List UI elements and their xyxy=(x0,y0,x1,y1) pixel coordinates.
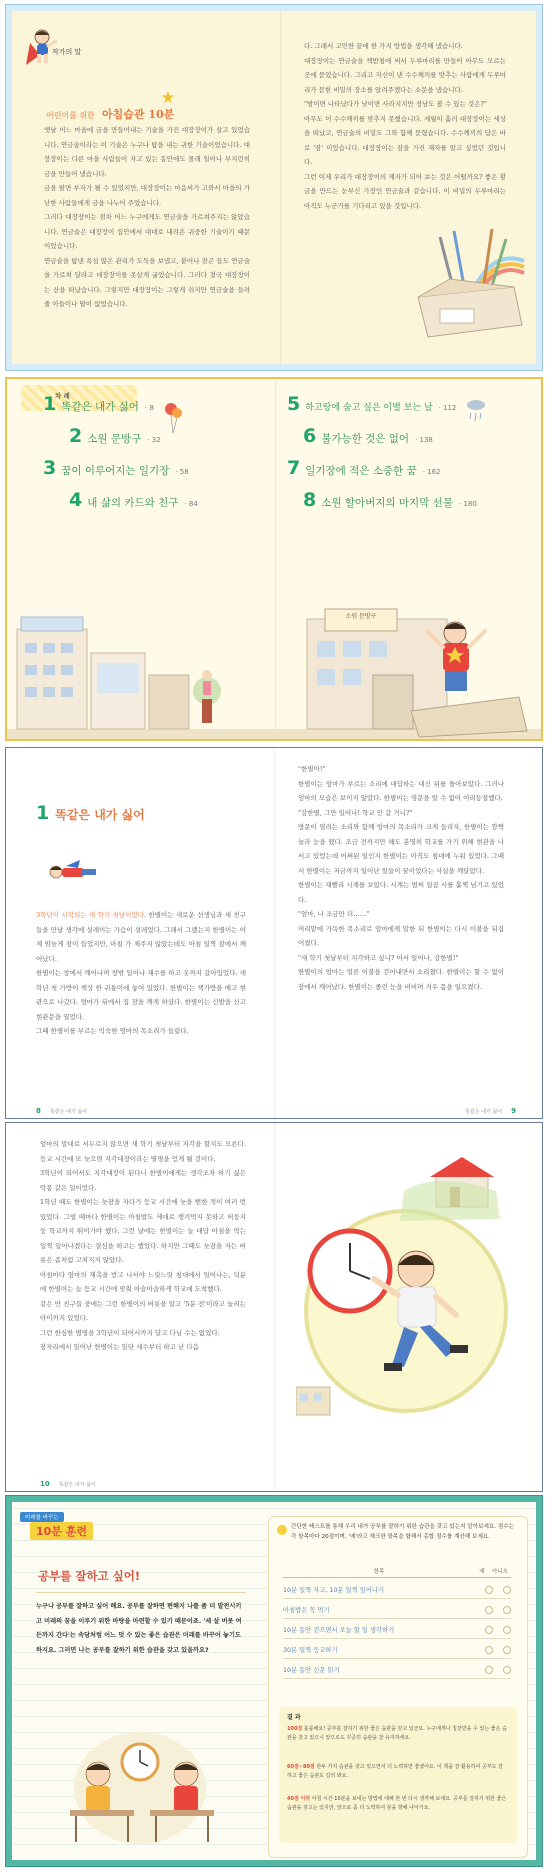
toc-item-7[interactable] xyxy=(287,457,441,479)
no-checkbox[interactable] xyxy=(503,1606,511,1614)
toc-page: · 84 xyxy=(184,500,198,508)
page-number: 8 xyxy=(36,1107,41,1115)
toc-title: 하고랑에 숨고 싶은 이별 보는 날 xyxy=(305,403,433,413)
running-title: 똑같은 내가 싫어 xyxy=(58,1482,96,1488)
result-item xyxy=(287,1725,507,1742)
table-of-contents-spread xyxy=(5,377,543,741)
result-text: 훌륭해요! 공부를 잘하기 위한 좋은 습관을 갖고 있군요. 누구에게나 칭찬받을 수 있는 좋은 습관을 갖고 있으니 앞으로도 꾸준히 습관을 잘 유지하세요. xyxy=(287,1726,507,1741)
page-fold xyxy=(280,11,282,364)
result-item xyxy=(287,1763,507,1780)
running-title: 똑같은 내가 싫어 xyxy=(465,1109,503,1115)
toc-page: · 112 xyxy=(438,404,457,412)
result-box xyxy=(279,1707,517,1843)
page-footer xyxy=(40,1471,96,1490)
paragraph: 연금술을 탐낸 욕심 많은 관리가 도둑을 보냈고, 붙어나 잠곤 들도 연금술을 가르쳐 달라고 대장장이를 못살게 굴었습니다. 그러다 결국 대장장이는 산을 떠났습니다. 그렇지만 대장장이는 그렇게 쉬지만 연금술을 들려줄 아들이나 딸이 없었습니다. xyxy=(44,256,250,308)
checklist-item: 아침밥은 꼭 먹기 xyxy=(283,1607,330,1614)
training-page xyxy=(12,1502,536,1860)
badge-main: 10분 훈련 xyxy=(30,1522,93,1540)
toc-page: · 58 xyxy=(175,468,189,476)
corner-label: 작가의 말 xyxy=(52,48,82,56)
toc-title: 일기장에 적은 소중한 꿈 xyxy=(305,465,417,477)
checklist-card xyxy=(268,1516,528,1858)
result-text: 아침 시간 10분을 보내는 방법에 대해 한 번 다시 생각해 보세요. 공부를 잘하기 위한 좋은 습관을 갖고는 있지만, 앞으로 좀 더 노력하여 꿈을 향해 나아가요. xyxy=(287,1796,507,1811)
pencil-box-illustration xyxy=(410,227,534,347)
left-body-text xyxy=(44,123,250,312)
paragraph: 금을 팔면 부자가 될 수 있었지만, 대장장이는 마음씨가 고와서 마을의 가난한 사람들에게 금을 나누어 주었습니다. xyxy=(44,184,250,207)
toc-number: 2 xyxy=(69,425,83,447)
toc-number: 4 xyxy=(69,489,83,511)
paragraph: "엄마, 나 조금만 더……" xyxy=(298,910,370,918)
rain-cloud-icon xyxy=(465,397,487,427)
toc-title: 소원 할아버지의 마지막 선물 xyxy=(321,497,453,509)
checklist-intro: 간단한 테스트를 통해 우리 내가 공부를 잘하기 위한 습관을 갖고 있는지 알아보세요. 점수는 각 항목마다 20점이며, '예'라고 체크한 항목을 합해서 총합 점수를 계산해 보세요. xyxy=(291,1524,515,1540)
paragraph: 그러다 대장장이는 점차 어느 누구에게도 연금술을 가르쳐주지는 않았습니다. 연금술은 대장장이 집안에서 대대로 내려온 귀중한 기술이기 때문이었습니다. xyxy=(44,213,250,250)
toc-title: 내 삶의 카드와 친구 xyxy=(87,497,179,509)
paragraph: 그때 한별이를 부르는 익숙한 엄마의 목소리가 들렸다. xyxy=(36,1027,189,1035)
header-item: 항목 xyxy=(373,1569,385,1575)
yes-checkbox[interactable] xyxy=(485,1626,493,1634)
toc-page: · 8 xyxy=(144,404,154,412)
result-score: 100점 xyxy=(287,1726,303,1732)
paragraph: "강한별, 그만 일어나! 학교 안 갈 거니?" xyxy=(298,808,413,817)
toc-page: · 162 xyxy=(422,468,441,476)
paragraph: 한별이는 새로운 선생님과 새 친구들을 만날 생각에 설레이는 가슴이 설레었다. 그래서 그랬는지 한별이는 어제 밤늦게 잠이 들었지만, 아침 가 제주지 않았는데도 아침 일찍 잠에서 깨어났다. xyxy=(36,911,246,963)
checklist-row xyxy=(283,1621,511,1639)
header-no: 아니오 xyxy=(492,1569,508,1575)
toc-title: 똑같은 내가 싫어 xyxy=(61,401,139,413)
paragraph: 다. 그래서 고민한 끝에 한 가지 방법을 생각해 냈습니다. xyxy=(304,42,463,50)
lead-sentence: 3학년이 시작되는 새 학기 첫날이었다. xyxy=(36,911,147,919)
right-body-text xyxy=(298,762,504,994)
paragraph: 그런 이제 우리가 대장장이의 제자가 되어 보는 것은 어떨까요? 좋은 황금을 만드는 눈부신 가장인 연금술과 같습니다. 이 비밀의 두루마리는 아직도 누군가를 기다리고 있을 것입니다. xyxy=(304,172,506,210)
toc-number: 5 xyxy=(287,393,301,415)
checklist-row xyxy=(283,1581,511,1599)
checklist-item: 30분 일찍 등교하기 xyxy=(283,1647,338,1654)
checklist-row xyxy=(283,1601,511,1619)
paragraph: "밤이면 나타났다가 낮이면 사라지지만 정남도 볼 수 있는 것은?" xyxy=(304,100,487,108)
title-divider xyxy=(36,1592,246,1593)
shop-sign: 소원 문방구 xyxy=(345,613,377,620)
checklist-item: 10분 동안 걷으면서 오늘 할 일 생각하기 xyxy=(283,1627,395,1634)
paragraph: 엄마의 말대로 서두르지 않으면 새 학기 첫날부터 지각을 할지도 모른다. 등교 시간에 또 늦으면 지각대장이라는 별명을 얻게 될 것이다. xyxy=(40,1140,246,1163)
training-intro: 누구나 공부를 잘하고 싶어 해요. 공부를 잘하면 편해지 나를 좀 더 발전시키고 미래의 꿈을 이루기 위한 바탕을 마련할 수 있기 때문이죠. '세 살 버릇 여든까지 간다'는 속담처럼 어느 덧 수 있는 좋은 습관은 미래를 바꾸어 놓기도 하지요. 그러면 나는 공부를 잘하기 위한 습관을 갖고 있을까요? xyxy=(36,1603,242,1654)
result-item xyxy=(287,1795,507,1812)
running-boy-clock-illustration xyxy=(296,1151,532,1451)
paragraph: 한별이의 엄마는 얼른 이불을 걷어내면서 소리쳤다. 한별이는 할 수 없이 잠에서 깨어났다. 한별이는 졸린 눈을 비비며 겨우 몸을 일으켰다. xyxy=(298,968,504,991)
checklist-row xyxy=(283,1661,511,1679)
paragraph: 머리맡에 가득한 목소리로 엄마에게 말한 뒤 한별이는 다시 이불을 뒤집어썼다. xyxy=(298,924,504,947)
right-body-text xyxy=(304,39,506,213)
toc-item-1[interactable] xyxy=(43,393,154,415)
ten-minute-training-spread xyxy=(5,1495,543,1867)
chapter-title-text: 똑같은 내가 싫어 xyxy=(55,808,145,822)
paragraph: 대장장이는 연금술을 책받침에 써서 두루마리를 만들어 아무도 모르는 곳에 묻었습니다. 그리고 자신이 낸 수수께끼를 맞추는 사람에게 두루마리가 묻힌 비밀의 장소를 알려주겠다는 소문을 냈습니다. xyxy=(304,56,506,94)
toc-title: 소원 문방구 xyxy=(87,433,142,445)
toc-item-2[interactable] xyxy=(69,425,161,447)
heading-prefix: 어린이를 위한 xyxy=(46,111,95,120)
toc-page: · 138 xyxy=(415,436,433,444)
balloon-icon xyxy=(157,399,189,435)
training-title: 공부를 잘하고 싶어! xyxy=(38,1569,141,1583)
chapter-number: 1 xyxy=(36,802,50,824)
toc-item-4[interactable] xyxy=(69,489,198,511)
badge-top: 미래를 바꾸는 xyxy=(20,1512,64,1522)
town-street-illustration xyxy=(7,579,541,739)
toc-page: · 180 xyxy=(458,500,477,508)
toc-number: 6 xyxy=(303,425,317,447)
page-footer-right xyxy=(461,1098,516,1117)
paragraph: 1학년 때도 한별이는 늦잠을 자다가 등교 시간에 늦을 뻔한 적이 여러 번 있었다. 그럴 때마다 한별이는 아침밥도 제대로 챙겨먹지 못하고 허둥지둥 학교까지 뛰어가야 했다. 그런 날에는 한별이는 늘 대답 아침을 먹는 일찍 일어나겠다는 결심을 하고는 했었다. 하지만 그때도 늦잠을 자는 버릇은 좀처럼 고쳐지지 않았다. xyxy=(40,1198,246,1264)
no-checkbox[interactable] xyxy=(503,1666,511,1674)
toc-item-6[interactable] xyxy=(303,425,433,447)
paragraph: 한별이는 엄마가 부르는 소리에 대답하는 대신 뒤를 돌아보았다. 그러나 엄마의 모습은 보이지 않았다. 한별이는 영문을 알 수 없어 어리둥절했다. xyxy=(298,779,504,802)
page-number: 9 xyxy=(511,1107,516,1115)
no-checkbox[interactable] xyxy=(503,1626,511,1634)
toc-item-5[interactable] xyxy=(287,393,456,415)
paragraph: 아무도 이 수수께끼를 맞추지 못했습니다. 세월이 흘러 대장장이는 세상을 떠났고, 연금술의 비밀도 그와 함께 묻혔습니다. 수수께끼의 답은 바로 '잠' 이었습니다. 대장장이는 잠을 가진 재자를 알고 싶었던 것입니다. xyxy=(304,114,506,166)
author-note-spread xyxy=(5,4,543,371)
checklist-row xyxy=(283,1641,511,1659)
no-checkbox[interactable] xyxy=(503,1586,511,1594)
chapter-one-spread xyxy=(5,747,543,1119)
result-score: 60점~80점 xyxy=(287,1764,315,1770)
toc-number: 8 xyxy=(303,489,317,511)
result-text: 한두 가지 습관을 갖고 있으면서 더 노력하면 좋겠어요. 이 책을 잘 활용하여 공부도 잘하고 좋은 습관도 길러 봐요. xyxy=(287,1764,503,1779)
paragraph: 3학년이 되어서도 지각대장이 된다니 한별이에게는 생각조차 하기 싫은 악몽 같은 일이었다. xyxy=(40,1169,246,1192)
toc-page: · 32 xyxy=(147,436,161,444)
paragraph: 한별이는 재빨리 시계를 보았다. 시계는 벌써 일곱 시를 훌쩍 넘기고 있었다. xyxy=(298,881,504,904)
yes-checkbox[interactable] xyxy=(485,1606,493,1614)
left-body-text xyxy=(36,908,246,1039)
page-heading xyxy=(46,103,174,122)
checklist-item: 10분 동안 신문 읽기 xyxy=(283,1667,340,1674)
heading-main: 아침습관 10분 xyxy=(102,108,175,121)
no-checkbox[interactable] xyxy=(503,1646,511,1654)
toc-number: 1 xyxy=(43,393,57,415)
paragraph: 같은 반 친구들 중에는 그런 한별이의 버릇을 알고 '5분 전'이라고 놀리는 아이까지 있었다. xyxy=(40,1299,246,1322)
page-fold xyxy=(274,748,276,1118)
paragraph: 방문이 열리는 소리와 함께 엄마의 목소리가 크게 들리자, 한별이는 깜짝 놀라 눈을 떴다. 조금 전까지만 해도 분명히 학교를 가기 위해 현관을 나서고 있었는데 어쩌된 일인지 한별이는 아직도 침대에 누워 있었다. 그때서 한별이는 지금까지 일어난 일들이 꿈이었다는 사실을 깨달았다. xyxy=(298,823,504,875)
bullet-icon xyxy=(277,1525,287,1535)
paragraph: "새 학기 첫날부터 지각하고 싶니? 어서 일어나, 강한별!" xyxy=(298,953,459,962)
kids-studying-illustration xyxy=(40,1712,240,1852)
result-label: 결 과 xyxy=(287,1714,301,1721)
page-number: 10 xyxy=(40,1480,50,1488)
paragraph: "한별아!" xyxy=(298,765,326,773)
chapter-one-continued-spread xyxy=(5,1122,543,1492)
toc-title: 꿈이 이루어지는 일기장 xyxy=(61,465,170,477)
paragraph: 아침마다 엄마의 재촉을 받고 나서야 느릿느릿 침대에서 일어나는, 덕분에 한별이는 늘 등교 시간에 맞춰 아슬아슬하게 학교에 도착했다. xyxy=(40,1270,246,1293)
checklist-header xyxy=(283,1565,511,1578)
paragraph: 한별이는 창에서 깨어나며 창밖 일어나 재수를 하고 옷까지 갈아입었다. 새 학년 첫 가방이 책상 한 귀퉁이에 놓여 있었다. 한별이는 책가방을 메고 현관으로 나갔다. 엄마가 뒤에서 집 잠을 깨게 하셨다. 한별이는 신발을 신고 현관문을 열었다. xyxy=(36,969,246,1021)
left-body-text xyxy=(40,1137,246,1355)
toc-label: 차 례 xyxy=(55,392,70,400)
toc-number: 3 xyxy=(43,457,57,479)
page-fold xyxy=(274,1123,276,1491)
result-score: 40점 이하 xyxy=(287,1796,311,1802)
author-note-page xyxy=(12,11,536,364)
yes-checkbox[interactable] xyxy=(485,1646,493,1654)
checklist-item: 10분 일찍 자고, 10분 일찍 일어나기 xyxy=(283,1587,385,1594)
paragraph: 잠자리에서 일어난 한별이는 일단 세수부터 하고 난 다음 xyxy=(40,1343,199,1351)
page-footer-left xyxy=(36,1098,87,1117)
toc-item-8[interactable] xyxy=(303,489,477,511)
yes-checkbox[interactable] xyxy=(485,1586,493,1594)
header-yes: 예 xyxy=(479,1569,485,1575)
toc-item-3[interactable] xyxy=(43,457,189,479)
paragraph: 옛날 어느 마을에 금을 만들어내는 기술을 가진 대장장이가 살고 있었습니다. 연금술이라는 이 기술은 누구나 탐을 내는 귀한 기술이었습니다. 대장장이는 다른 마을 사람들이 자고 있는 동안에도 몰래 일어나 부지런히 금을 만들어 냈습니다. xyxy=(44,126,250,178)
yes-checkbox[interactable] xyxy=(485,1666,493,1674)
star-icon xyxy=(162,91,174,103)
running-title: 똑같은 내가 싫어 xyxy=(49,1109,87,1115)
paragraph: 그런 한심한 별명을 3학년이 되어서까지 달고 다닐 수는 없었다. xyxy=(40,1328,220,1337)
toc-title: 불가능한 것은 없어 xyxy=(321,433,410,445)
flying-boy-illustration xyxy=(44,858,104,888)
toc-number: 7 xyxy=(287,457,301,479)
training-badge xyxy=(20,1512,102,1542)
chapter-title xyxy=(36,802,145,824)
